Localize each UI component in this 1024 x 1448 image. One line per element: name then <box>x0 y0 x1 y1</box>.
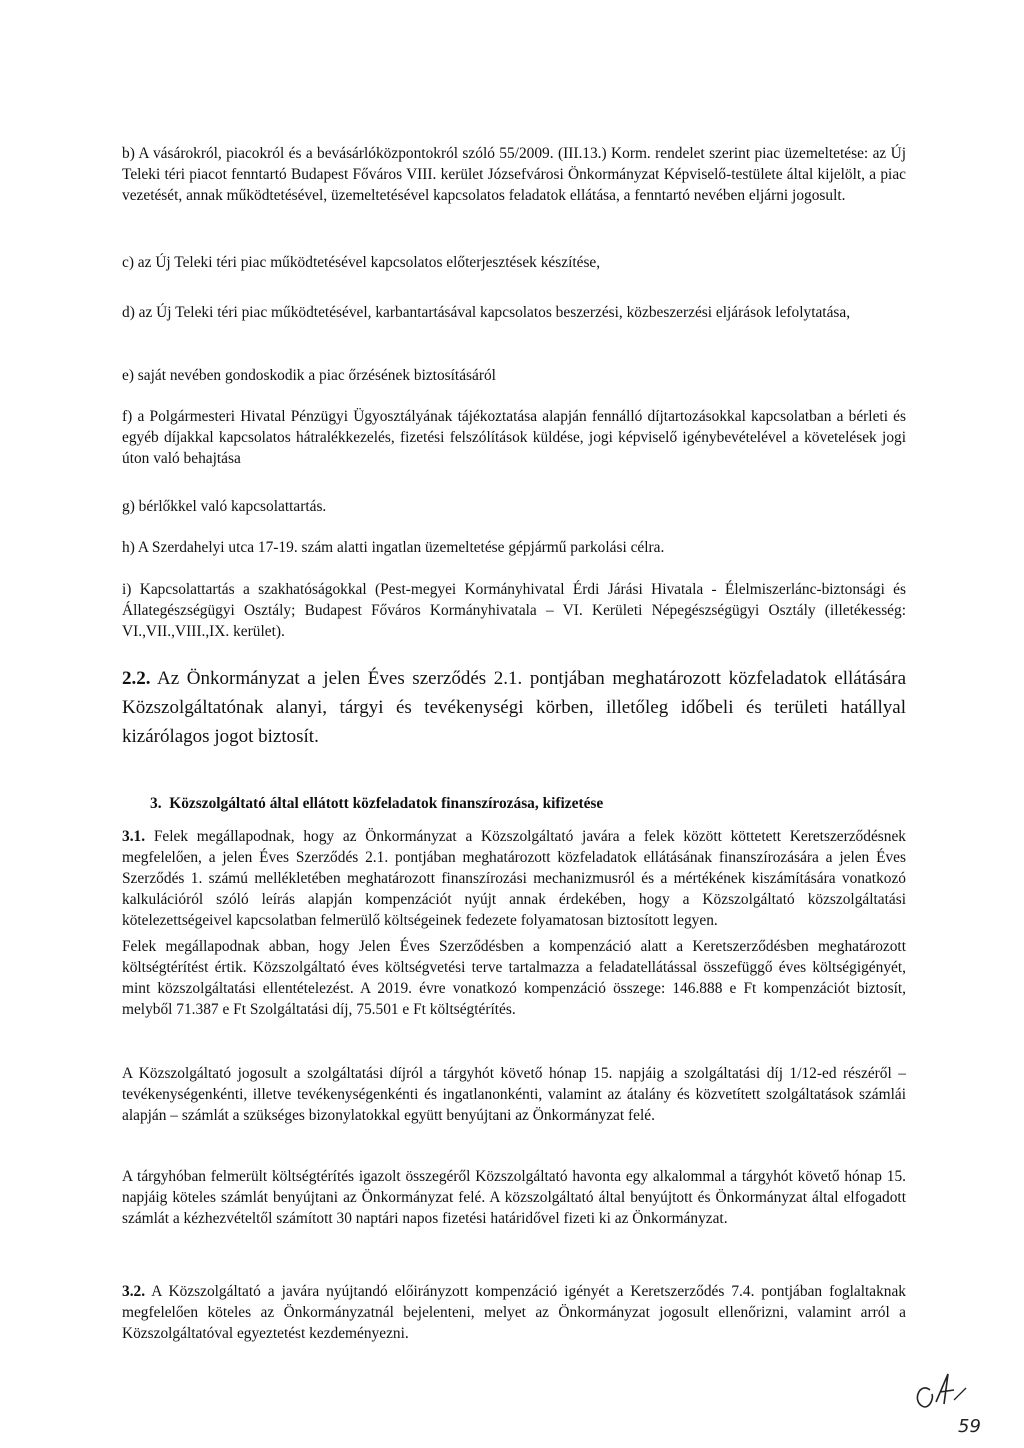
item-g: g) bérlőkkel való kapcsolattartás. <box>122 498 327 515</box>
invoice-paragraph: A Közszolgáltató jogosult a szolgáltatási díjról a tárgyhót követő hónap 15. napjáig a szolgáltatási díj 1/12-ed részéről – tevékenységenkénti, illetve tevékenységenkénti és ingatlanonkénti, valamint az átalány és közvetített szolgáltatások számlái alapján – számlát a szükséges bizonylatokkal együtt benyújtani az Önkormányzat felé. <box>122 1065 906 1124</box>
page-number: 59 <box>958 1416 981 1437</box>
cost-reimbursement-paragraph: A tárgyhóban felmerült költségtérítés igazolt összegéről Közszolgáltató havonta egy alkalommal a tárgyhót követő hónap 15. napjáig köteles számlát benyújtani az Önkormányzat felé. A közszolgáltató által benyújtott és Önkormányzat által elfogadott számlát a kézhezvételtől számított 30 naptári napos fizetési határidővel fizeti ki az Önkormányzat. <box>122 1168 906 1227</box>
section-3-2 <box>122 1281 906 1344</box>
section-3-title: Közszolgáltató által ellátott közfeladatok finanszírozása, kifizetése <box>169 795 604 812</box>
section-3-1-paragraph-2: Felek megállapodnak abban, hogy Jelen Éves Szerződésben a kompenzáció alatt a Keretszerződésben meghatározott költségtérítést értik. Közszolgáltató éves költségvetési terve tartalmazza a feladatellátással összefüggő éves költségigényét, mint közszolgáltatási ellentételezést. A 2019. évre vonatkozó kompenzáció összege: 146.888 e Ft kompenzációt biztosít, melyből 71.387 e Ft Szolgáltatási díj, 75.501 e Ft költségtérítés. <box>122 938 906 1018</box>
section-2-2-number: 2.2. <box>122 668 151 689</box>
item-c: c) az Új Teleki téri piac működtetésével kapcsolatos előterjesztések készítése, <box>122 254 601 271</box>
item-d: d) az Új Teleki téri piac működtetésével, karbantartásával kapcsolatos beszerzési, közbeszerzési eljárások lefolytatása, <box>122 304 851 321</box>
section-3-1-number: 3.1. <box>122 828 146 845</box>
section-2-2-text: Az Önkormányzat a jelen Éves szerződés 2.1. pontjában meghatározott közfeladatok ellátására Közszolgáltatónak alanyi, tárgyi és tevékenységi körben, illetőleg időbeli és területi hatállyal kizárólagos jogot biztosít. <box>122 668 907 747</box>
item-i: i) Kapcsolattartás a szakhatóságokkal (Pest-megyei Kormányhivatal Érdi Járási Hivatala - Élelmiszerlánc-biztonsági és Állategészségügyi Osztály; Budapest Főváros Kormányhivatala – VI. Kerületi Népegészségügyi Osztály (illetékesség: VI.,VII.,VIII.,IX. kerület). <box>122 581 906 640</box>
item-e: e) saját nevében gondoskodik a piac őrzésének biztosításáról <box>122 367 496 384</box>
section-3-2-number: 3.2. <box>122 1283 146 1300</box>
section-3-heading <box>150 793 906 814</box>
item-h: h) A Szerdahelyi utca 17-19. szám alatti ingatlan üzemeltetése gépjármű parkolási célra. <box>122 539 665 556</box>
item-f: f) a Polgármesteri Hivatal Pénzügyi Ügyosztályának tájékoztatása alapján fennálló díjtartozásokkal kapcsolatban a bérleti és egyéb díjakkal kapcsolatos hátralékkezelés, fizetési felszólítások küldése, jogi képviselő igénybevételével a követelések jogi úton való behajtása <box>122 408 906 467</box>
section-3-1-text: Felek megállapodnak, hogy az Önkormányzat a Közszolgáltató javára a felek között köttetett Keretszerződésnek megfelelően, a jelen Éves Szerződés 2.1. pontjában meghatározott közfeladatok ellátásának finanszírozására a jelen Éves Szerződés 1. számú mellékletében meghatározott finanszírozási mechanizmusról és a mértékének kiszámítására vonatkozó kalkulációról szóló leírás alapján kompenzációt nyújt annak érdekében, hogy a Közszolgáltató közszolgáltatási kötelezettségeivel kapcsolatban felmerülő költségeinek fedezete folyamatosan biztosított legyen. <box>122 828 906 929</box>
section-3-number: 3. <box>150 795 162 812</box>
item-b: b) A vásárokról, piacokról és a bevásárlóközpontokról szóló 55/2009. (III.13.) Korm. rendelet szerint piac üzemeltetése: az Új Teleki téri piacot fenntartó Budapest Főváros VIII. kerület Józsefvárosi Önkormányzat Képviselő-testülete által kijelölt, a piac vezetését, annak működtetésével, üzemeltetésével kapcsolatos feladatok ellátása, a fenntartó nevében eljárni jogosult. <box>122 145 906 204</box>
section-3-2-text: A Közszolgáltató a javára nyújtandó előirányzott kompenzáció igényét a Keretszerződés 7.4. pontjában foglaltaknak megfelelően köteles az Önkormányzatnál bejelenteni, melyet az Önkormányzat jogosult ellenőrizni, valamint arról a Közszolgáltatóval egyeztetést kezdeményezni. <box>122 1283 906 1342</box>
section-3-1 <box>122 826 906 931</box>
section-2-2 <box>122 664 906 751</box>
